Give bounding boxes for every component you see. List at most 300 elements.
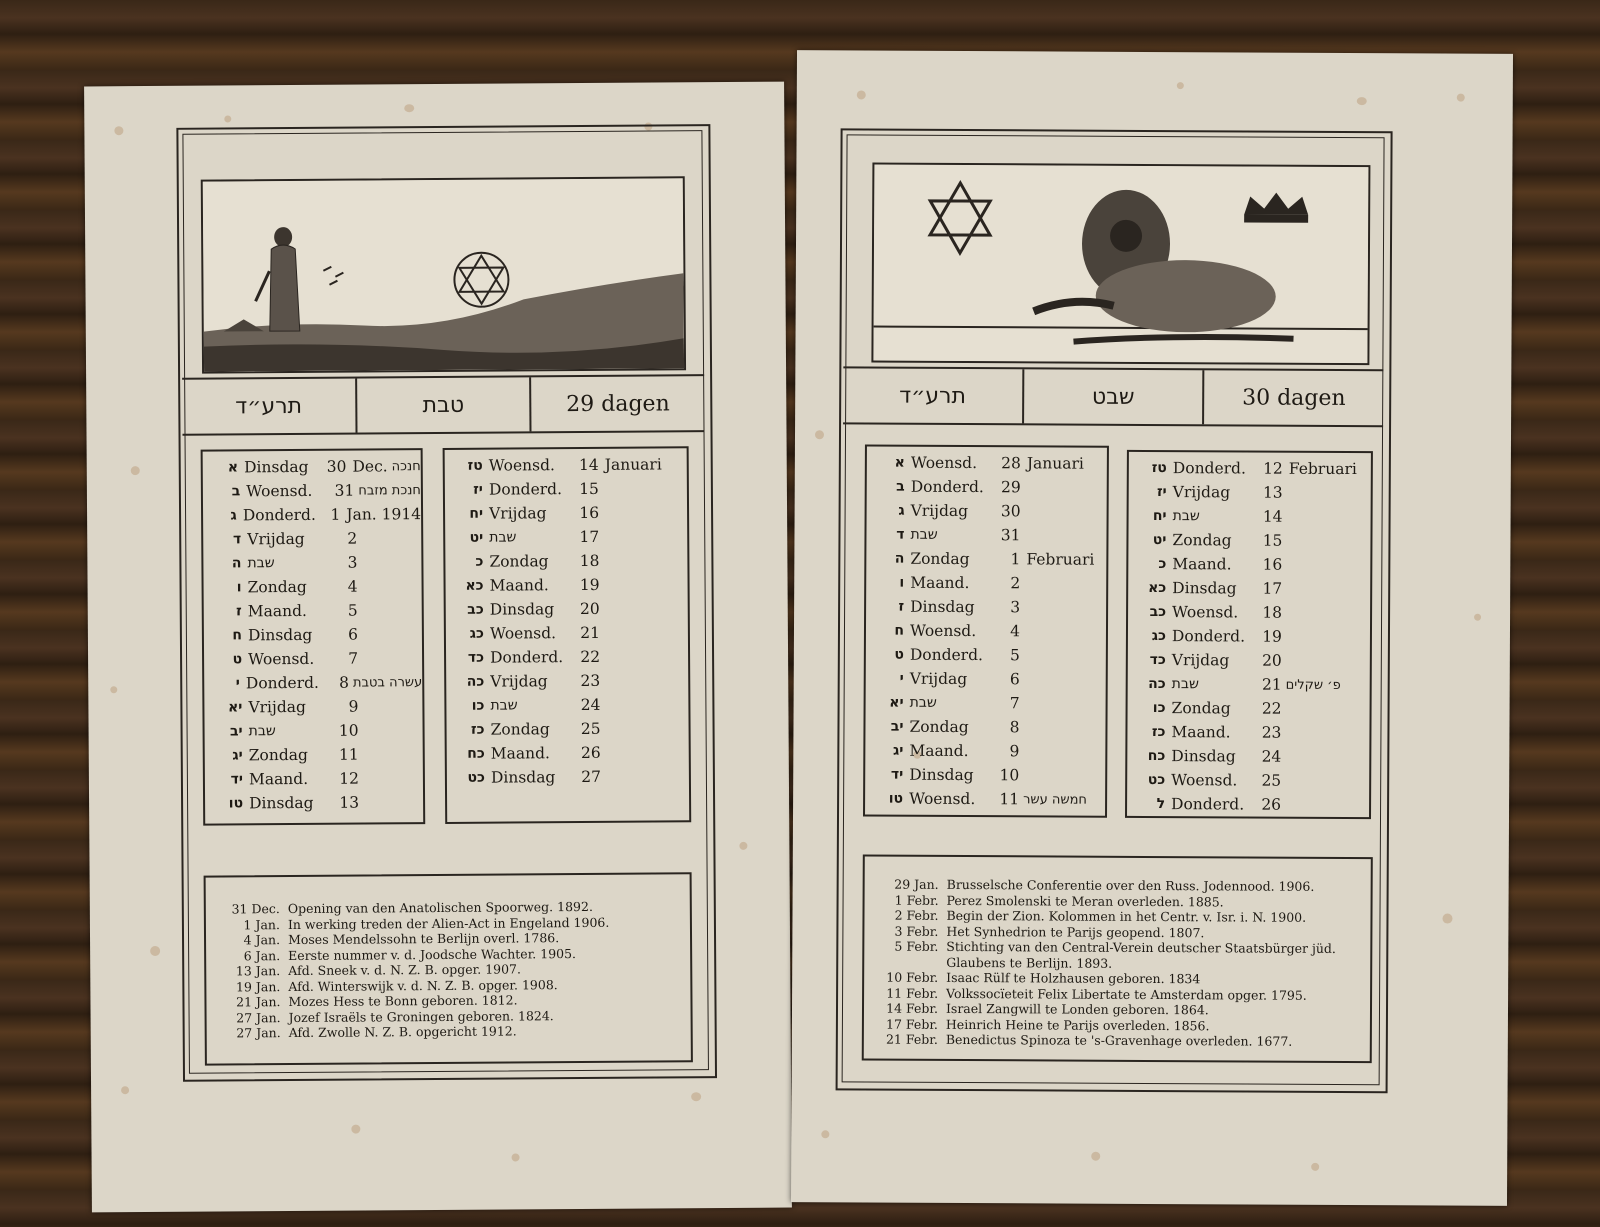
hebrew-date: ז — [898, 598, 905, 615]
day-row — [1128, 672, 1370, 697]
day-number: 29 — [1000, 478, 1021, 497]
hebrew-date: כא — [1148, 579, 1167, 597]
event-row — [219, 1022, 679, 1041]
hebrew-date: ה — [894, 550, 905, 567]
hebrew-date: ט — [232, 651, 243, 668]
weekday: Dinsdag — [244, 457, 309, 477]
hebrew-date: ד — [896, 526, 905, 543]
hebrew-date: א — [227, 459, 239, 476]
weekday: Dinsdag — [1172, 579, 1237, 598]
event-text: Afd. Winterswijk v. d. N. Z. B. opger. 1908. — [288, 976, 558, 994]
event-date: 10 Febr. — [886, 969, 939, 985]
day-number: 30 — [1000, 502, 1021, 521]
weekday: שבת — [248, 723, 276, 740]
event-date: 21 Jan. — [236, 994, 281, 1010]
event-text: Isaac Rülf te Holzhausen geboren. 1834 — [946, 969, 1201, 987]
hebrew-date: יג — [892, 742, 904, 759]
event-date: 27 Jan. — [236, 1009, 281, 1025]
weekday: Woensd. — [1172, 603, 1239, 622]
weekday: Dinsdag — [247, 625, 313, 645]
day-row — [1127, 720, 1369, 745]
hebrew-date: יב — [229, 723, 243, 740]
event-date: 13 Jan. — [235, 963, 281, 979]
day-row — [1129, 480, 1371, 505]
event-date: 29 Jan. — [894, 876, 939, 892]
hebrew-date: כה — [466, 673, 485, 690]
weekday: Vrijdag — [247, 529, 305, 549]
day-row — [447, 740, 689, 766]
day-number: 19 — [1262, 627, 1283, 646]
day-row — [866, 595, 1106, 620]
event-text: Benedictus Spinoza te 's-Gravenhage overleden. 1677. — [945, 1031, 1293, 1049]
weekday: Vrijdag — [1172, 483, 1231, 502]
day-row — [203, 574, 421, 600]
day-row — [1128, 624, 1370, 649]
weekday: Donderd. — [1172, 459, 1246, 478]
day-number: 8 — [1009, 718, 1020, 737]
weekday: Vrijdag — [248, 697, 306, 717]
weekday: Woensd. — [1171, 771, 1238, 790]
event-date: 19 Jan. — [235, 978, 281, 994]
day-row — [446, 644, 688, 670]
day-row — [203, 454, 421, 480]
weekday: Donderd. — [1171, 795, 1245, 814]
hebrew-date: טו — [228, 795, 244, 812]
weekday: Vrijdag — [1171, 651, 1230, 670]
day-row — [865, 787, 1105, 812]
hebrew-date: כג — [469, 625, 484, 642]
day-row — [866, 667, 1106, 692]
hebrew-date: ז — [236, 603, 242, 620]
weekday: Woensd. — [488, 456, 555, 475]
day-row — [1129, 504, 1371, 529]
hebrew-date: יד — [890, 766, 904, 783]
hebrew-date: כד — [1149, 651, 1166, 669]
hebrew-date: ב — [896, 478, 905, 495]
day-number: 14 — [1262, 507, 1283, 526]
event-text: Mozes Hess te Bonn geboren. 1812. — [288, 992, 518, 1010]
day-number: 6 — [1009, 670, 1020, 689]
holiday-note: חנכה — [391, 458, 421, 474]
day-number: 10 — [338, 721, 359, 740]
day-row — [205, 766, 423, 792]
hebrew-date: יד — [230, 771, 243, 788]
event-date: 1 Jan. — [243, 916, 280, 932]
day-number: 10 — [999, 766, 1020, 785]
weekday: Maand. — [1172, 555, 1232, 574]
hebrew-date: כג — [1151, 627, 1166, 645]
weekday: שבת — [247, 555, 275, 572]
hebrew-date: ה — [231, 555, 242, 572]
day-number: 17 — [579, 527, 600, 547]
hebrew-date: כא — [465, 577, 484, 594]
day-row — [865, 715, 1105, 740]
weekday: שבת — [1172, 508, 1200, 525]
event-text: Brusselsche Conferentie over den Russ. Jodennood. 1906. — [946, 876, 1315, 894]
year-hebrew: תרע״ד — [182, 379, 357, 434]
weekday: שבת — [909, 694, 937, 711]
calendar-column-2 — [1125, 450, 1373, 819]
weekday: Zondag — [1172, 531, 1232, 550]
day-row — [203, 478, 421, 504]
day-number: 18 — [579, 551, 600, 571]
hebrew-date: כז — [470, 721, 485, 738]
day-number: 6 — [347, 625, 358, 644]
hebrew-date: כ — [475, 553, 484, 570]
event-text: Eerste nummer v. d. Joodsche Wachter. 1905. — [288, 945, 577, 963]
day-number: 20 — [1262, 651, 1282, 670]
day-row — [445, 572, 687, 598]
day-number: 8 — [338, 673, 349, 692]
weekday: שבת — [489, 529, 517, 546]
day-number: 26 — [580, 743, 601, 763]
day-row — [204, 598, 422, 624]
day-row — [446, 620, 688, 646]
hebrew-date: יג — [232, 747, 243, 764]
day-number: 3 — [347, 553, 358, 572]
weekday: Zondag — [1171, 699, 1231, 718]
weekday: Dinsdag — [489, 600, 555, 619]
weekday: Woensd. — [248, 649, 315, 669]
day-number: 9 — [348, 697, 359, 716]
day-number: 27 — [581, 767, 601, 787]
day-number: 4 — [1010, 622, 1021, 641]
weekday: Vrijdag — [910, 501, 969, 521]
weekday: Woensd. — [489, 624, 557, 643]
weekday: Maand. — [490, 744, 550, 763]
weekday: Dinsdag — [1171, 747, 1236, 766]
event-text: Heinrich Heine te Parijs overleden. 1856. — [945, 1016, 1210, 1033]
hebrew-date: יב — [890, 718, 904, 735]
weekday: Woensd. — [909, 621, 977, 641]
day-number: 23 — [1261, 723, 1282, 742]
day-number: 11 — [338, 745, 359, 764]
gregorian-month: Februari — [1288, 459, 1357, 479]
day-number: 31 — [334, 481, 355, 500]
hebrew-date: יח — [1152, 508, 1167, 525]
weekday: Zondag — [489, 552, 549, 571]
day-number: 4 — [347, 577, 358, 596]
event-date: 31 Dec. — [231, 901, 280, 917]
hebrew-date: כה — [1148, 675, 1166, 693]
day-number: 12 — [1263, 459, 1283, 478]
weekday: Donderd. — [488, 480, 563, 499]
day-row — [1128, 528, 1370, 553]
day-number: 2 — [1010, 574, 1021, 593]
hebrew-date: ח — [232, 627, 242, 644]
month-hebrew: שבט — [1024, 369, 1205, 424]
event-text: Perez Smolenski te Meran overleden. 1885. — [946, 892, 1224, 909]
day-row — [1128, 600, 1370, 625]
weekday: Woensd. — [909, 789, 976, 809]
event-date: 11 Febr. — [886, 985, 939, 1001]
month-days: 29 dagen — [566, 390, 670, 417]
weekday: Dinsdag — [249, 793, 314, 813]
event-date: 27 Jan. — [236, 1025, 281, 1041]
day-number: 7 — [348, 649, 359, 668]
gregorian-month: Februari — [1026, 550, 1095, 569]
weekday: Donderd. — [909, 645, 984, 665]
hebrew-date: כח — [467, 745, 485, 762]
day-row — [205, 742, 423, 768]
day-row — [866, 691, 1106, 716]
hebrew-date: י — [899, 670, 904, 687]
hebrew-date: ל — [1156, 796, 1166, 813]
weekday: Dinsdag — [909, 765, 974, 785]
day-row — [1128, 648, 1370, 673]
right-page — [791, 50, 1513, 1206]
weekday: Woensd. — [910, 453, 978, 473]
day-row — [445, 524, 687, 550]
weekday: Donderd. — [490, 648, 564, 667]
hebrew-date: ב — [231, 483, 241, 500]
day-row — [1128, 696, 1370, 721]
left-page — [84, 82, 792, 1213]
day-row — [445, 500, 687, 526]
day-number: 31 — [1000, 526, 1021, 545]
hebrew-date: טו — [888, 790, 904, 807]
day-number: 18 — [1262, 603, 1283, 622]
event-text: Afd. Sneek v. d. N. Z. B. opger. 1907. — [288, 961, 522, 979]
weekday: Zondag — [910, 549, 970, 569]
weekday: Maand. — [909, 741, 969, 761]
day-number: 11 — [999, 790, 1020, 809]
day-number: 1 — [1010, 550, 1021, 569]
hebrew-date: יז — [1156, 484, 1167, 501]
year-hebrew: תרע״ד — [843, 368, 1024, 423]
holiday-note: עשרה בטבת — [352, 674, 423, 691]
event-row — [876, 1032, 1358, 1050]
weekday: Vrijdag — [490, 672, 548, 691]
gregorian-month: Januari — [604, 455, 662, 474]
holiday-note: חמשה עשר — [1023, 791, 1087, 808]
lion-illustration — [871, 163, 1370, 366]
weekday: שבת — [910, 526, 938, 543]
day-number: 13 — [339, 793, 360, 812]
day-row — [203, 526, 421, 552]
hebrew-date: ט — [894, 646, 904, 663]
event-row — [876, 939, 1358, 973]
day-row — [865, 763, 1105, 788]
weekday: Maand. — [1171, 723, 1231, 742]
gregorian-month: Jan. 1914 — [346, 505, 422, 524]
event-text: Stichting van den Central-Verein deutscher Staatsbürger jüd. Glaubens te Berlijn. 1893. — [946, 938, 1336, 971]
holiday-note: פ׳ שקלים — [1285, 677, 1341, 693]
weekday: Dinsdag — [490, 768, 556, 787]
day-row — [1128, 576, 1370, 601]
hebrew-date: יא — [889, 694, 904, 711]
day-number: 15 — [1262, 531, 1283, 550]
event-date: 3 Febr. — [894, 923, 939, 939]
day-row — [203, 502, 421, 528]
event-date: 17 Febr. — [886, 1016, 938, 1032]
day-number: 25 — [1261, 771, 1282, 790]
day-row — [1129, 456, 1371, 481]
weekday: Maand. — [247, 601, 307, 621]
event-date: 6 Jan. — [243, 947, 281, 963]
month-header — [843, 366, 1383, 427]
event-date: 21 Febr. — [885, 1031, 938, 1047]
day-number: 16 — [1262, 555, 1283, 574]
hebrew-date: ו — [899, 574, 905, 591]
hebrew-date: ד — [232, 531, 242, 548]
day-number: 19 — [579, 575, 600, 595]
event-text: Jozef Israëls te Groningen geboren. 1824. — [288, 1007, 554, 1025]
day-row — [203, 550, 421, 576]
day-row — [447, 764, 689, 790]
calendar-column-1 — [863, 444, 1109, 817]
hebrew-date: כז — [1151, 724, 1166, 741]
hebrew-date: י — [235, 675, 240, 692]
day-number: 24 — [1261, 747, 1282, 766]
hebrew-date: טז — [467, 457, 483, 474]
weekday: שבת — [1171, 676, 1199, 693]
events-box — [204, 872, 693, 1065]
event-text: Moses Mendelssohn te Berlijn overl. 1786. — [287, 930, 560, 948]
weekday: Zondag — [248, 745, 308, 765]
sower-illustration — [201, 176, 686, 373]
day-row — [1127, 792, 1369, 817]
day-number: 21 — [580, 623, 600, 643]
month-hebrew: טבת — [357, 377, 532, 432]
weekday: שבת — [490, 697, 518, 714]
hebrew-date: כד — [467, 649, 485, 666]
gregorian-month: Januari — [1026, 454, 1084, 473]
day-row — [867, 451, 1107, 476]
calendar-column-1 — [201, 448, 426, 826]
day-row — [1127, 744, 1369, 769]
hebrew-date: יז — [473, 481, 483, 498]
day-row — [205, 718, 423, 744]
day-number: 20 — [579, 599, 600, 619]
hebrew-date: ג — [230, 507, 237, 524]
hebrew-date: ו — [236, 579, 242, 596]
day-number: 5 — [1009, 646, 1020, 665]
event-text: Volkssocïeteit Felix Libertate te Amsterdam opger. 1795. — [946, 985, 1307, 1003]
hebrew-date: א — [894, 454, 905, 471]
hebrew-date: כט — [467, 769, 485, 786]
day-number: 2 — [347, 529, 358, 548]
weekday: Maand. — [248, 769, 309, 789]
hebrew-date: כח — [1147, 747, 1166, 765]
weekday: Zondag — [909, 717, 969, 737]
weekday: Dinsdag — [910, 597, 975, 617]
day-number: 22 — [1261, 699, 1282, 718]
weekday: Woensd. — [246, 481, 313, 501]
day-row — [204, 670, 422, 696]
hebrew-date: טז — [1151, 459, 1167, 477]
hebrew-date: כו — [471, 697, 485, 714]
day-row — [446, 692, 688, 718]
day-row — [866, 619, 1106, 644]
day-number: 22 — [580, 647, 601, 667]
weekday: Donderd. — [1171, 627, 1246, 646]
day-number: 23 — [580, 671, 601, 691]
weekday: Zondag — [490, 720, 550, 739]
event-date: 14 Febr. — [886, 1000, 939, 1016]
day-row — [446, 668, 688, 694]
day-number: 1 — [330, 505, 341, 524]
weekday: Maand. — [489, 576, 549, 595]
day-row — [446, 716, 688, 742]
day-number: 3 — [1010, 598, 1021, 617]
day-row — [445, 548, 687, 574]
day-number: 26 — [1261, 795, 1282, 814]
hebrew-date: כב — [1149, 603, 1167, 621]
day-number: 24 — [580, 695, 601, 715]
weekday: Vrijdag — [489, 504, 547, 523]
day-row — [867, 499, 1107, 524]
hebrew-date: ג — [898, 502, 905, 519]
day-row — [204, 646, 422, 672]
weekday: Vrijdag — [909, 669, 968, 689]
holiday-note: חנכת מזבח — [358, 482, 421, 499]
weekday: Donderd. — [245, 673, 320, 693]
hebrew-date: יט — [469, 529, 484, 546]
day-row — [867, 475, 1107, 500]
day-row — [446, 596, 688, 622]
day-number: 25 — [580, 719, 601, 739]
day-number: 12 — [339, 769, 359, 788]
event-date: 1 Febr. — [894, 892, 939, 908]
events-box — [862, 854, 1373, 1063]
month-header — [182, 374, 704, 436]
day-number: 30 — [326, 457, 347, 476]
day-row — [866, 643, 1106, 668]
event-date: 4 Jan. — [243, 932, 281, 948]
day-number: 14 — [578, 455, 599, 475]
day-number: 13 — [1262, 483, 1283, 502]
day-row — [1127, 768, 1369, 793]
day-row — [866, 571, 1106, 596]
day-number: 15 — [579, 479, 599, 499]
day-row — [866, 523, 1106, 548]
event-text: In werking treden der Alien-Act in Engeland 1906. — [287, 914, 610, 932]
hebrew-date: יט — [1152, 532, 1167, 549]
event-text: Begin der Zion. Kolommen in het Centr. v. Isr. i. N. 1900. — [946, 907, 1307, 925]
day-number: 16 — [579, 503, 600, 523]
hebrew-date: כו — [1152, 700, 1166, 717]
event-row — [218, 914, 678, 933]
event-text: Afd. Zwolle N. Z. B. opgericht 1912. — [288, 1023, 517, 1041]
gregorian-month: Dec. — [352, 457, 388, 476]
month-days: 30 dagen — [1242, 384, 1346, 411]
day-number: 21 — [1261, 675, 1282, 694]
weekday: Zondag — [247, 577, 307, 597]
weekday: Maand. — [910, 573, 970, 593]
event-date: 5 Febr. — [894, 938, 939, 954]
hebrew-date: כ — [1158, 556, 1167, 573]
day-number: 28 — [1001, 454, 1021, 473]
hebrew-date: כב — [467, 601, 484, 618]
event-text: Het Synhedrion te Parijs geopend. 1807. — [946, 923, 1205, 940]
event-text: Israel Zangwill te Londen geboren. 1864. — [945, 1000, 1209, 1018]
day-row — [866, 547, 1106, 572]
day-row — [445, 452, 687, 478]
event-text: Opening van den Anatolischen Spoorweg. 1892. — [287, 898, 593, 917]
day-row — [205, 790, 423, 816]
weekday: Donderd. — [910, 477, 984, 497]
day-row — [445, 476, 687, 502]
hebrew-date: יא — [228, 699, 243, 716]
hebrew-date: ח — [894, 622, 905, 639]
day-number: 9 — [1009, 742, 1020, 761]
day-row — [865, 739, 1105, 764]
day-number: 5 — [347, 601, 358, 620]
day-row — [1128, 552, 1370, 577]
event-date: 2 Febr. — [894, 907, 939, 923]
weekday: Donderd. — [242, 505, 316, 525]
